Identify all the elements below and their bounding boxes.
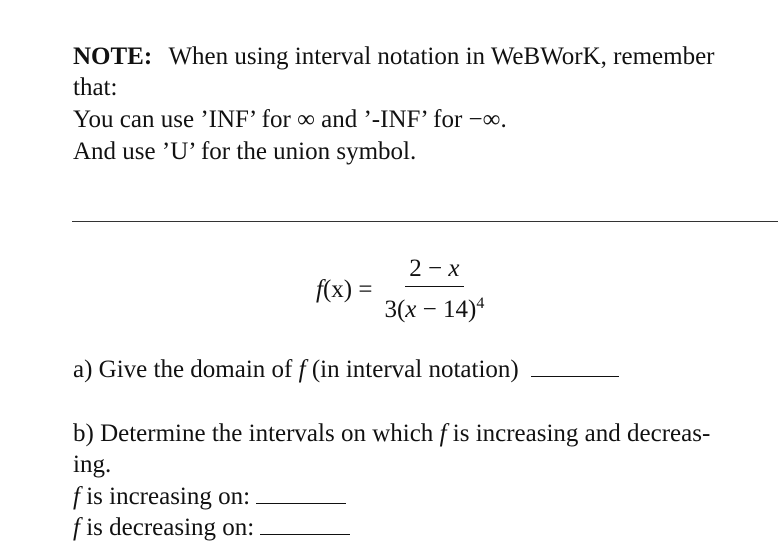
note-text-3b: and ’-INF’ for <box>314 106 469 133</box>
formula-numerator: 2 − x <box>405 254 463 287</box>
decreasing-row: f is decreasing on: <box>73 513 350 543</box>
negative-infinity-symbol: −∞ <box>468 106 501 133</box>
infinity-symbol: ∞ <box>297 106 315 133</box>
note-line-3 <box>73 105 507 135</box>
formula-lhs: f(x) = <box>316 275 373 303</box>
formula-fraction <box>380 254 488 325</box>
note-line-2 <box>73 73 117 103</box>
decreasing-answer-blank[interactable] <box>260 533 350 535</box>
note-text-3a: You can use ’INF’ for <box>73 106 298 133</box>
note-line-4 <box>73 137 416 167</box>
increasing-row: f is increasing on: <box>73 482 346 512</box>
note-text-1: When using interval notation in WeBWorK, remember <box>168 43 715 70</box>
note-text-2: that: <box>73 74 118 101</box>
increasing-answer-blank[interactable] <box>256 502 346 504</box>
note-line-1 <box>73 42 715 72</box>
part-a-question: a) Give the domain of f (in interval notation) <box>73 355 619 385</box>
function-formula <box>316 254 488 325</box>
part-b-question-line-2: ing. <box>73 451 112 478</box>
formula-denominator: $3(x - 14)^4$ <box>384 295 485 323</box>
note-label: NOTE: <box>73 43 153 70</box>
note-text-4: And use ’U’ for the union symbol. <box>73 138 417 165</box>
domain-answer-blank[interactable] <box>531 375 619 377</box>
part-b-question-line-1: b) Determine the intervals on which f is increasing and decreas- <box>73 420 711 447</box>
divider <box>72 221 778 222</box>
note-text-3c: . <box>500 106 507 133</box>
